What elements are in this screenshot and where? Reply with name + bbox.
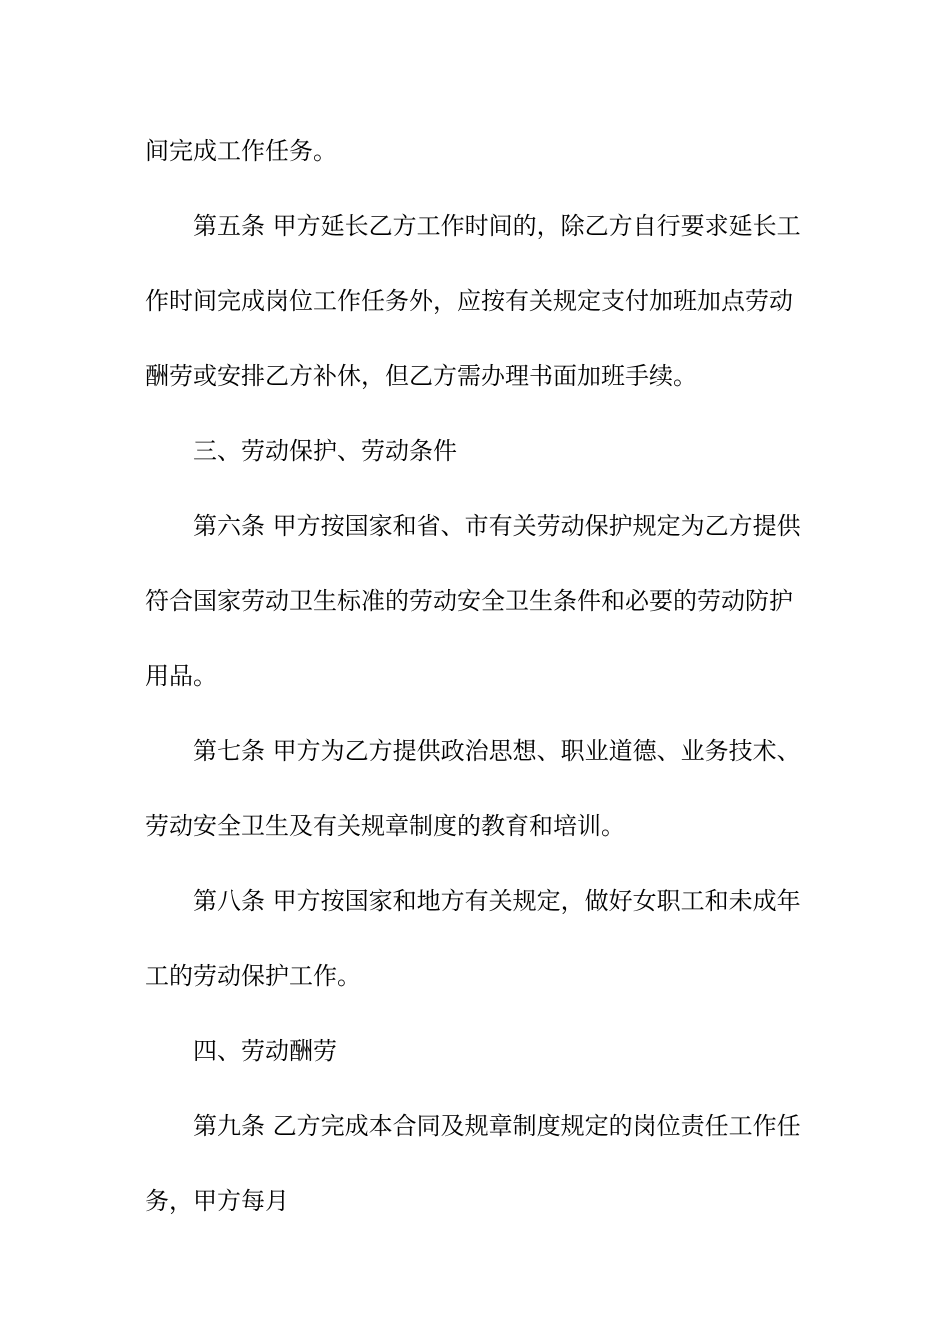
article-8-line-2: 工的劳动保护工作。 bbox=[145, 962, 361, 990]
article-6-line-1: 第六条 甲方按国家和省、市有关劳动保护规定为乙方提供 bbox=[193, 512, 801, 540]
section-3-heading: 三、劳动保护、劳动条件 bbox=[193, 437, 457, 465]
article-5-line-2: 作时间完成岗位工作任务外，应按有关规定支付加班加点劳动 bbox=[145, 287, 793, 315]
article-7-line-2: 劳动安全卫生及有关规章制度的教育和培训。 bbox=[145, 812, 625, 840]
article-6-line-2: 符合国家劳动卫生标准的劳动安全卫生条件和必要的劳动防护 bbox=[145, 587, 793, 615]
article-9-line-1: 第九条 乙方完成本合同及规章制度规定的岗位责任工作任 bbox=[193, 1112, 801, 1140]
article-9-line-2: 务，甲方每月 bbox=[145, 1187, 289, 1215]
article-6-line-3: 用品。 bbox=[145, 662, 217, 690]
article-5-line-1: 第五条 甲方延长乙方工作时间的，除乙方自行要求延长工 bbox=[193, 212, 801, 240]
article-8-line-1: 第八条 甲方按国家和地方有关规定，做好女职工和未成年 bbox=[193, 887, 801, 915]
text-line-1: 间完成工作任务。 bbox=[145, 137, 337, 165]
article-5-line-3: 酬劳或安排乙方补休，但乙方需办理书面加班手续。 bbox=[145, 362, 697, 390]
section-4-heading: 四、劳动酬劳 bbox=[193, 1037, 337, 1065]
article-7-line-1: 第七条 甲方为乙方提供政治思想、职业道德、业务技术、 bbox=[193, 737, 801, 765]
